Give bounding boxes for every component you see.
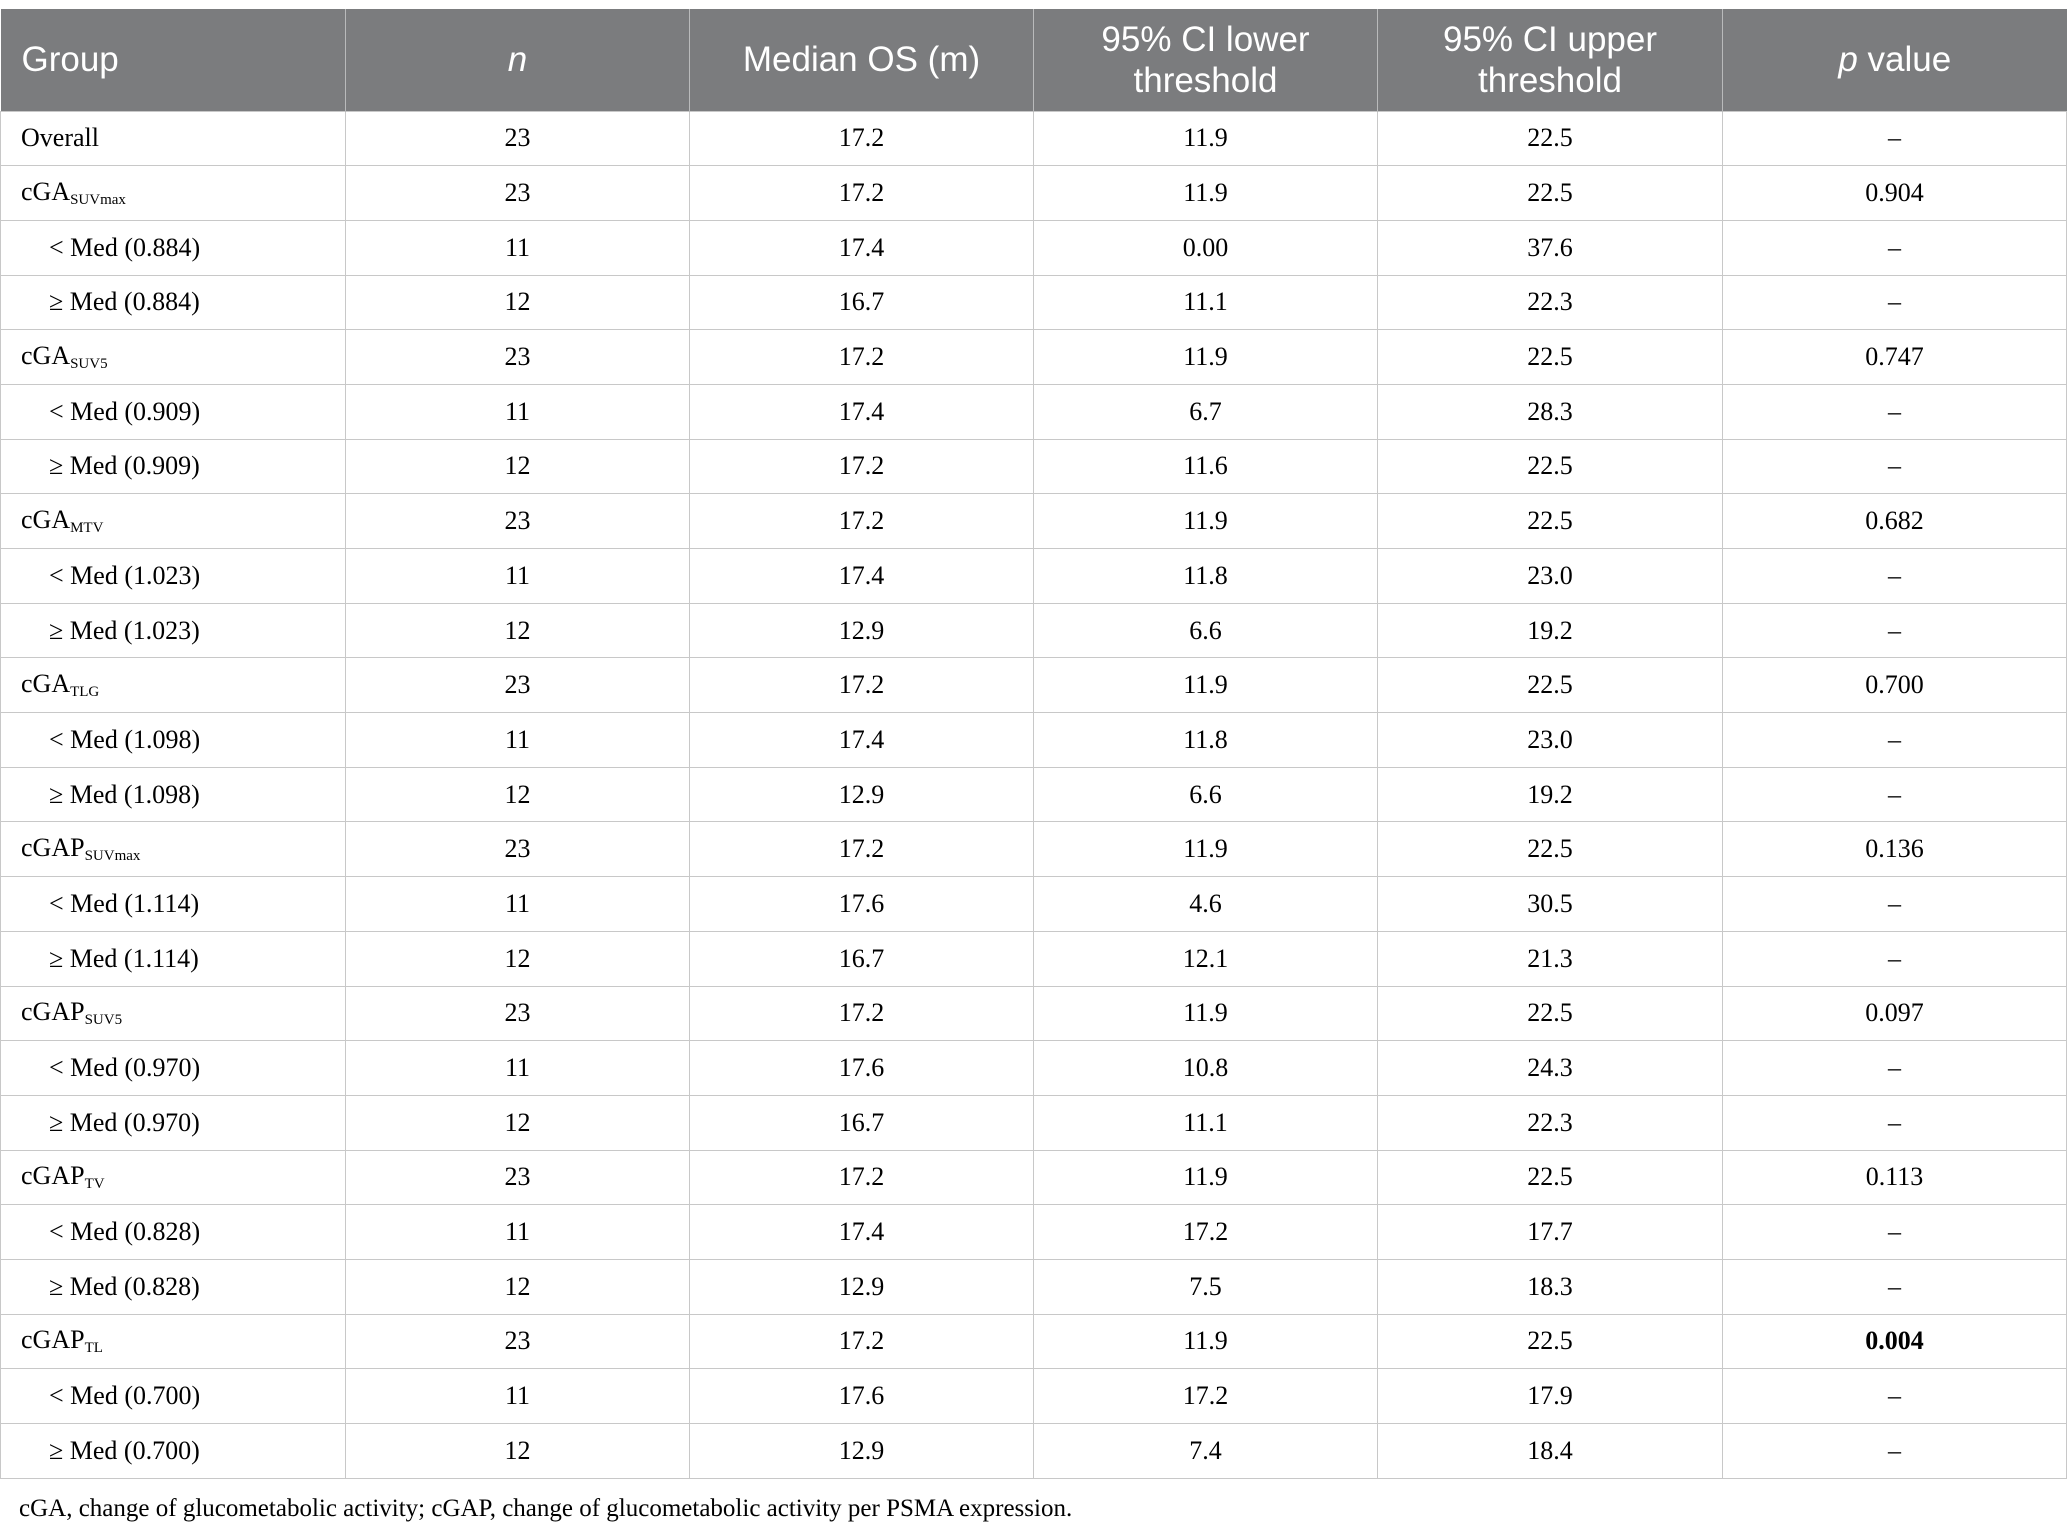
cell-ci-upper: 22.5 [1378, 658, 1723, 713]
cell-ci-lower: 12.1 [1034, 931, 1378, 986]
cell-ci-lower: 11.8 [1034, 713, 1378, 768]
cell-n: 23 [346, 330, 690, 385]
cell-group [1, 767, 346, 822]
table-row [1, 603, 2067, 658]
group-label: Overall [21, 123, 99, 153]
group-label: ≥ Med (1.114) [49, 943, 199, 973]
cell-group [1, 1150, 346, 1205]
cell-ci-lower: 4.6 [1034, 877, 1378, 932]
cell-group [1, 1314, 346, 1369]
table-row [1, 111, 2067, 166]
table-row [1, 220, 2067, 275]
cell-group [1, 1205, 346, 1260]
cell-median-os: 12.9 [690, 603, 1034, 658]
cell-ci-lower: 6.7 [1034, 384, 1378, 439]
cell-group [1, 1424, 346, 1479]
cell-group [1, 494, 346, 549]
cell-median-os: 17.2 [690, 1150, 1034, 1205]
cell-p-value: – [1723, 1369, 2067, 1424]
cell-ci-upper: 22.5 [1378, 330, 1723, 385]
group-label: cGA [21, 669, 71, 699]
cell-ci-lower: 11.9 [1034, 166, 1378, 221]
table-row [1, 931, 2067, 986]
cell-group [1, 549, 346, 604]
table-row [1, 822, 2067, 877]
cell-median-os: 17.2 [690, 658, 1034, 713]
cell-p-value: – [1723, 931, 2067, 986]
cell-p-value: 0.113 [1723, 1150, 2067, 1205]
cell-median-os: 17.2 [690, 330, 1034, 385]
group-subscript: MTV [70, 520, 104, 537]
cell-ci-upper: 19.2 [1378, 767, 1723, 822]
cell-p-value: 0.097 [1723, 986, 2067, 1041]
cell-median-os: 17.2 [690, 1314, 1034, 1369]
cell-n: 23 [346, 658, 690, 713]
cell-ci-lower: 11.9 [1034, 330, 1378, 385]
cell-ci-lower: 17.2 [1034, 1369, 1378, 1424]
cell-p-value: – [1723, 439, 2067, 494]
cell-ci-lower: 6.6 [1034, 767, 1378, 822]
cell-ci-lower: 11.9 [1034, 986, 1378, 1041]
cell-ci-upper: 24.3 [1378, 1041, 1723, 1096]
cell-n: 11 [346, 877, 690, 932]
cell-n: 11 [346, 713, 690, 768]
cell-p-value: – [1723, 1095, 2067, 1150]
header-n-text: n [507, 40, 528, 80]
cell-ci-lower: 11.9 [1034, 1314, 1378, 1369]
cell-p-value: – [1723, 713, 2067, 768]
cell-median-os: 17.2 [690, 986, 1034, 1041]
cell-ci-lower: 7.4 [1034, 1424, 1378, 1479]
table-row [1, 1314, 2067, 1369]
group-subscript: SUVmax [84, 848, 141, 865]
cell-group [1, 877, 346, 932]
cell-p-value: – [1723, 111, 2067, 166]
cell-ci-upper: 17.9 [1378, 1369, 1723, 1424]
group-label: < Med (0.828) [49, 1217, 201, 1247]
table-row [1, 330, 2067, 385]
cell-ci-upper: 19.2 [1378, 603, 1723, 658]
cell-median-os: 16.7 [690, 1095, 1034, 1150]
cell-group [1, 220, 346, 275]
cell-n: 12 [346, 603, 690, 658]
cell-p-value: 0.904 [1723, 166, 2067, 221]
cell-ci-upper: 21.3 [1378, 931, 1723, 986]
cell-median-os: 17.4 [690, 220, 1034, 275]
group-label: < Med (0.884) [49, 232, 201, 262]
cell-median-os: 12.9 [690, 1424, 1034, 1479]
cell-p-value: – [1723, 1041, 2067, 1096]
cell-p-value: – [1723, 220, 2067, 275]
cell-p-value: – [1723, 549, 2067, 604]
group-label: < Med (1.023) [49, 560, 201, 590]
cell-p-value: – [1723, 384, 2067, 439]
cell-group [1, 330, 346, 385]
cell-n: 11 [346, 1041, 690, 1096]
cell-median-os: 17.6 [690, 1369, 1034, 1424]
table-row [1, 1205, 2067, 1260]
group-label: ≥ Med (0.884) [49, 287, 200, 317]
cell-n: 12 [346, 1424, 690, 1479]
cell-p-value: 0.004 [1723, 1314, 2067, 1369]
cell-median-os: 17.2 [690, 166, 1034, 221]
cell-group [1, 439, 346, 494]
cell-p-value: 0.136 [1723, 822, 2067, 877]
cell-ci-upper: 22.5 [1378, 1150, 1723, 1205]
cell-median-os: 17.4 [690, 549, 1034, 604]
cell-n: 23 [346, 494, 690, 549]
cell-p-value: – [1723, 603, 2067, 658]
cell-n: 12 [346, 767, 690, 822]
cell-n: 23 [346, 822, 690, 877]
group-label: < Med (0.700) [49, 1381, 201, 1411]
table-row [1, 549, 2067, 604]
cell-n: 11 [346, 1369, 690, 1424]
cell-group [1, 1369, 346, 1424]
cell-ci-upper: 22.5 [1378, 439, 1723, 494]
group-label: < Med (1.114) [49, 888, 200, 918]
cell-median-os: 17.4 [690, 384, 1034, 439]
group-label: ≥ Med (1.098) [49, 779, 200, 809]
table-row [1, 986, 2067, 1041]
cell-ci-upper: 17.7 [1378, 1205, 1723, 1260]
table-row [1, 1150, 2067, 1205]
group-label: ≥ Med (0.828) [49, 1271, 200, 1301]
cell-n: 23 [346, 1150, 690, 1205]
group-label: < Med (0.970) [49, 1053, 201, 1083]
cell-ci-lower: 11.9 [1034, 111, 1378, 166]
group-subscript: SUVmax [70, 192, 126, 209]
cell-ci-upper: 18.4 [1378, 1424, 1723, 1479]
group-label: cGA [21, 341, 71, 371]
cell-ci-upper: 22.3 [1378, 275, 1723, 330]
table-row [1, 767, 2067, 822]
cell-median-os: 17.2 [690, 822, 1034, 877]
cell-p-value: 0.682 [1723, 494, 2067, 549]
cell-n: 11 [346, 549, 690, 604]
table-row [1, 439, 2067, 494]
cell-n: 12 [346, 1095, 690, 1150]
cell-ci-upper: 30.5 [1378, 877, 1723, 932]
cell-n: 11 [346, 384, 690, 439]
table-row [1, 275, 2067, 330]
cell-ci-lower: 11.9 [1034, 494, 1378, 549]
cell-ci-lower: 11.1 [1034, 1095, 1378, 1150]
cell-group [1, 986, 346, 1041]
cell-median-os: 17.4 [690, 713, 1034, 768]
cell-median-os: 17.6 [690, 877, 1034, 932]
header-ci-upper-line1: 95% CI upper [1442, 19, 1658, 59]
table-row [1, 1424, 2067, 1479]
cell-ci-lower: 11.6 [1034, 439, 1378, 494]
header-ci-lower [1034, 9, 1378, 111]
cell-p-value: – [1723, 877, 2067, 932]
table-body [1, 111, 2067, 1478]
header-row [1, 9, 2067, 111]
cell-median-os: 16.7 [690, 931, 1034, 986]
table-row [1, 713, 2067, 768]
group-label: cGAP [21, 997, 85, 1027]
cell-ci-lower: 6.6 [1034, 603, 1378, 658]
header-ci-lower-line2: threshold [1133, 60, 1278, 100]
cell-median-os: 12.9 [690, 767, 1034, 822]
group-subscript: SUV5 [84, 1012, 123, 1029]
cell-group [1, 931, 346, 986]
group-label: cGAP [21, 1161, 85, 1191]
cell-n: 23 [346, 166, 690, 221]
group-label: ≥ Med (0.970) [49, 1107, 200, 1137]
cell-group [1, 1095, 346, 1150]
survival-table [0, 9, 2067, 1479]
cell-n: 23 [346, 1314, 690, 1369]
cell-ci-upper: 37.6 [1378, 220, 1723, 275]
cell-p-value: – [1723, 275, 2067, 330]
cell-group [1, 275, 346, 330]
header-ci-lower-line1: 95% CI lower [1101, 19, 1310, 59]
group-label: cGA [21, 505, 71, 535]
group-subscript: SUV5 [70, 356, 108, 373]
table-row [1, 494, 2067, 549]
cell-group [1, 713, 346, 768]
cell-median-os: 16.7 [690, 275, 1034, 330]
cell-n: 23 [346, 986, 690, 1041]
group-subscript: TL [84, 1340, 103, 1357]
cell-n: 12 [346, 439, 690, 494]
cell-group [1, 658, 346, 713]
cell-ci-upper: 22.5 [1378, 986, 1723, 1041]
group-label: cGA [21, 177, 71, 207]
table-footnote: cGA, change of glucometabolic activity; cGAP, change of glucometabolic activity per PSMA expression. [19, 1495, 1073, 1522]
header-p-rest: value [1857, 40, 1952, 80]
group-label: cGAP [21, 833, 85, 863]
table-row [1, 384, 2067, 439]
cell-ci-lower: 11.9 [1034, 822, 1378, 877]
cell-group [1, 384, 346, 439]
table-row [1, 877, 2067, 932]
cell-ci-upper: 22.5 [1378, 111, 1723, 166]
header-group: Group [21, 40, 119, 80]
table-header [1, 9, 2067, 111]
cell-ci-lower: 7.5 [1034, 1259, 1378, 1314]
table-row [1, 1041, 2067, 1096]
header-ci-upper [1378, 9, 1723, 111]
cell-ci-upper: 18.3 [1378, 1259, 1723, 1314]
cell-p-value: 0.700 [1723, 658, 2067, 713]
cell-ci-upper: 28.3 [1378, 384, 1723, 439]
cell-median-os: 12.9 [690, 1259, 1034, 1314]
cell-ci-upper: 22.3 [1378, 1095, 1723, 1150]
cell-group [1, 822, 346, 877]
cell-p-value: – [1723, 767, 2067, 822]
table-row [1, 1259, 2067, 1314]
cell-n: 12 [346, 275, 690, 330]
header-ci-upper-line2: threshold [1478, 60, 1622, 100]
table-row [1, 1095, 2067, 1150]
cell-ci-upper: 22.5 [1378, 822, 1723, 877]
header-p-value [1723, 9, 2067, 111]
cell-median-os: 17.2 [690, 439, 1034, 494]
group-label: ≥ Med (0.700) [49, 1435, 200, 1465]
table-container [0, 9, 2067, 1479]
cell-ci-lower: 11.8 [1034, 549, 1378, 604]
group-label: cGAP [21, 1325, 85, 1355]
cell-group [1, 166, 346, 221]
cell-p-value: 0.747 [1723, 330, 2067, 385]
cell-n: 12 [346, 1259, 690, 1314]
cell-group [1, 603, 346, 658]
cell-n: 23 [346, 111, 690, 166]
cell-ci-upper: 23.0 [1378, 549, 1723, 604]
table-row [1, 1369, 2067, 1424]
cell-p-value: – [1723, 1205, 2067, 1260]
cell-ci-lower: 11.9 [1034, 1150, 1378, 1205]
cell-n: 11 [346, 1205, 690, 1260]
cell-ci-upper: 22.5 [1378, 494, 1723, 549]
group-label: ≥ Med (1.023) [49, 615, 200, 645]
cell-ci-upper: 22.5 [1378, 1314, 1723, 1369]
group-subscript: TLG [70, 684, 100, 701]
cell-ci-lower: 10.8 [1034, 1041, 1378, 1096]
group-label: < Med (1.098) [49, 724, 201, 754]
cell-p-value: – [1723, 1259, 2067, 1314]
cell-ci-lower: 0.00 [1034, 220, 1378, 275]
header-n [346, 9, 690, 111]
group-subscript: TV [84, 1176, 105, 1193]
cell-ci-lower: 17.2 [1034, 1205, 1378, 1260]
cell-group [1, 1041, 346, 1096]
cell-ci-lower: 11.9 [1034, 658, 1378, 713]
cell-median-os: 17.6 [690, 1041, 1034, 1096]
header-median-os: Median OS (m) [690, 9, 1034, 111]
cell-p-value: – [1723, 1424, 2067, 1479]
cell-group [1, 1259, 346, 1314]
cell-n: 11 [346, 220, 690, 275]
cell-n: 12 [346, 931, 690, 986]
table-row [1, 166, 2067, 221]
cell-median-os: 17.2 [690, 494, 1034, 549]
cell-ci-upper: 23.0 [1378, 713, 1723, 768]
cell-group [1, 111, 346, 166]
table-row [1, 658, 2067, 713]
group-label: ≥ Med (0.909) [49, 451, 200, 481]
header-p-italic: p [1838, 40, 1858, 80]
cell-ci-lower: 11.1 [1034, 275, 1378, 330]
cell-median-os: 17.2 [690, 111, 1034, 166]
cell-ci-upper: 22.5 [1378, 166, 1723, 221]
group-label: < Med (0.909) [49, 396, 201, 426]
cell-median-os: 17.4 [690, 1205, 1034, 1260]
